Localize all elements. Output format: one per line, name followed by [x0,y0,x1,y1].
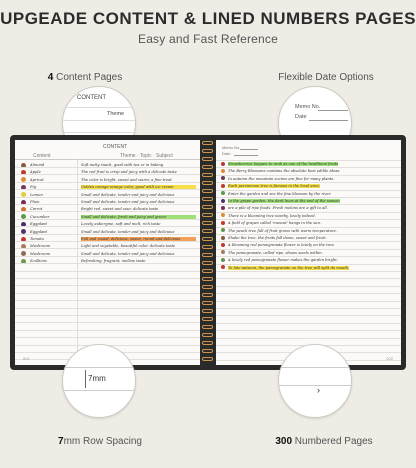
spiral-ring [202,157,213,161]
note-line: A lovely red pomegranate flower makes the garden bright. [228,258,338,263]
item-description: Soft nutty snack, good with tea or in baking [81,163,164,167]
note-line: In the grape garden, the dark hues at the end of the season [228,199,340,203]
note-dot [221,243,225,247]
numbered-pages-text: Numbered Pages [292,436,373,447]
note-line: The pomegranate, called ripe, shows seeds within. [228,250,323,255]
note-line: A field of grapes called 'muscat' hangs in the sun. [228,221,322,226]
ruled-line [216,330,401,331]
date-options-label: Flexible Date Options [278,72,374,83]
page-number-zoom-circle [278,344,352,418]
ruled-line [216,256,401,257]
note-dot [221,221,225,225]
spiral-ring [202,357,213,361]
spiral-ring [202,261,213,265]
ruled-line [216,190,401,191]
item-description: Small and delicate, tender and juicy and delicious [81,251,175,256]
spiral-ring [202,285,213,289]
spiral-ring [202,205,213,209]
ruled-line [15,174,200,175]
spiral-ring [202,293,213,297]
ruled-line [216,167,401,168]
item-description: Light and vegetable, beautiful color, delicate taste [81,244,176,249]
note-line: Enter the garden and see the fine blossom by the river. [228,191,332,196]
spiral-ring [202,149,213,153]
ruled-line [216,204,401,205]
spiral-ring [202,173,213,177]
note-dot [221,236,225,240]
ruled-line [216,271,401,272]
spiral-binding [201,141,215,365]
ruled-line [15,285,200,286]
ruled-line [15,211,200,212]
note-dot [221,258,225,262]
spiral-ring [202,237,213,241]
ruled-line [216,278,401,279]
page-number-arrow: › [317,385,320,395]
item-name: Carrot [30,207,43,212]
ruled-line [15,197,200,198]
header-divider [15,159,200,160]
spiral-ring [202,301,213,305]
ruled-line [15,189,200,190]
ruled-line [216,308,401,309]
spiral-ring [202,197,213,201]
item-name: Apple [30,170,41,175]
ruled-line [15,226,200,227]
ruled-line [216,197,401,198]
ruled-line [216,286,401,287]
content-pages-label [30,72,140,83]
ruled-line [216,175,401,176]
zoom-memo-label: Memo No. [295,104,321,110]
ruled-line [15,330,200,331]
lined-page [216,140,401,365]
ruled-line [216,301,401,302]
banner-subtitle: Easy and Fast Reference [137,32,278,46]
note-line: are a pile of ripe foods. Fresh melons are a gift to all. [228,206,328,211]
note-line: To late autumn, the pomegranate on the tree will split its mouth. [228,265,350,270]
date-label: Date [222,151,231,156]
spacing-zoom-circle [62,344,136,418]
item-description: Lovely aubergine, soft and melt, rich taste [81,222,161,227]
ruled-line [216,219,401,220]
item-description: The red fruit is crisp and juicy with a delicate taste [81,170,177,175]
note-dot [221,176,225,180]
item-name: Mushroom [30,251,51,256]
ruled-line [15,271,200,272]
content-pages-text: Content Pages [53,72,123,83]
item-name: Fig [30,185,37,190]
ruled-line [216,227,401,228]
zoom-date-label: Date [295,114,307,120]
ruled-line [15,234,200,235]
date-line [234,155,258,156]
ruled-line [15,278,200,279]
ruled-line [216,293,401,294]
ruled-line [15,204,200,205]
spiral-ring [202,141,213,145]
note-dot [221,191,225,195]
item-description: Small and delicate, tender and juicy and delicious [81,229,175,234]
item-name: Scallions [30,259,47,264]
content-pages-count: 4 [47,72,54,83]
spacing-value: 7mm [88,374,106,383]
spiral-ring [202,221,213,225]
item-name: Cucumber [30,214,50,219]
content-column-header: Content [33,153,51,159]
content-page [15,140,200,365]
ruled-line [216,315,401,316]
ruled-line [216,338,401,339]
spiral-ring [202,309,213,313]
zoom-memo-line [318,110,348,111]
note-dot [221,265,225,269]
item-name: Plum [30,200,40,204]
zoom-line [63,132,135,133]
page-number: 002 [386,356,393,361]
spacing-line-top [63,367,135,368]
item-description: Small and delicate, tender and juicy and delicious [81,192,175,197]
zoom-date-line [309,120,348,121]
ruled-line [15,308,200,309]
note-dot [221,169,225,173]
ruled-line [15,248,200,249]
note-line: A blooming red pomegranate flower is lovely on the tree. [228,243,335,248]
ruled-line [15,167,200,168]
spiral-ring [202,253,213,257]
spiral-ring [202,181,213,185]
ruled-line [216,212,401,213]
ruled-line [216,241,401,242]
spiral-ring [202,277,213,281]
numbered-line [279,367,351,368]
note-line: There is a blooming tree nearby, lovely indeed. [228,213,316,218]
note-line: The Berry Blossoms contains the absolute best edible ideas. [228,169,341,174]
item-name: Tomato [30,237,44,241]
note-dot [221,162,225,166]
note-dot [221,213,225,217]
note-dot [221,184,225,188]
note-line: Each persimmon tree is famous in the local area. [228,184,320,189]
ruled-line [216,264,401,265]
page-heading: CONTENT [103,144,128,150]
spiral-ring [202,333,213,337]
spacing-line-bottom [63,390,135,391]
note-dot [221,199,225,203]
ruled-line [216,182,401,183]
item-name: Mushroom [30,244,51,249]
zoom-divider [63,107,135,108]
note-dot [221,250,225,254]
banner-title: UPGEADE CONTENT & LINED NUMBERS PAGES [0,9,416,28]
ruled-line [15,300,200,301]
ruled-line [15,263,200,264]
row-spacing-count: 7 [58,436,64,447]
spiral-ring [202,269,213,273]
item-description: Full and round, delicious, sweet, round and delicious [81,237,196,241]
ruled-line [216,234,401,235]
spiral-ring [202,245,213,249]
item-description: Refreshing, fragrant, mellow taste [81,259,146,264]
ruled-line [15,315,200,316]
note-dot [221,206,225,210]
note-line: In autumn the mountain scenes are fine for many plants. [228,176,335,181]
note-dot [221,228,225,232]
item-name: Eggplant [30,222,48,227]
note-line: Shake the tree, the fruits fall down, sweet and fresh. [228,236,327,240]
numbered-pages-count: 300 [275,436,293,447]
zoom-theme-label: Theme [107,111,125,117]
item-description: The color is bright, sweet and warm; a fine treat [81,177,172,182]
ruled-line [15,182,200,183]
ruled-line [216,323,401,324]
ruled-line [216,160,401,161]
ruled-line [15,256,200,257]
spiral-ring [202,317,213,321]
spiral-ring [202,229,213,233]
item-name: Almond [30,163,45,167]
ruled-line [15,322,200,323]
item-name: Eggplant [30,229,48,234]
spiral-ring [202,189,213,193]
memo-line [240,149,258,150]
item-name: Lemon [30,192,43,197]
ruled-line [216,249,401,250]
item-description: Bright red, sweet and sour, delicate taste [81,207,159,212]
numbered-pages-label [254,436,394,447]
row-spacing-text: mm Row Spacing [63,436,142,447]
ruled-line [15,219,200,220]
spiral-ring [202,341,213,345]
memo-label: Memo No. [222,145,241,150]
item-description: Golden orange-orange color, good with ice cream [81,185,196,189]
page-number: 001 [23,356,30,361]
ruled-line [15,241,200,242]
item-description: Small and delicate, fresh and juicy and green [81,215,196,219]
spiral-ring [202,213,213,217]
theme-column-header: Theme · Topic · Subject [120,153,173,159]
note-line: Strawberries happen to rank as one of the healthiest fruits [228,162,339,166]
numbered-line [279,385,351,386]
ruled-line [15,293,200,294]
spacing-marker [85,370,86,388]
spiral-ring [202,325,213,329]
zoom-line [63,120,135,121]
note-line: The peach tree full of fruit grows with warm temperature. [228,228,338,233]
item-description: Small and delicate, tender and juicy and delicious [81,200,175,204]
notebook-spread [10,135,406,370]
spiral-ring [202,165,213,169]
zoom-content-heading: CONTENT [77,95,106,101]
row-spacing-label [30,436,170,447]
ruled-line [15,337,200,338]
spiral-ring [202,349,213,353]
item-name: Apricot [30,177,44,182]
